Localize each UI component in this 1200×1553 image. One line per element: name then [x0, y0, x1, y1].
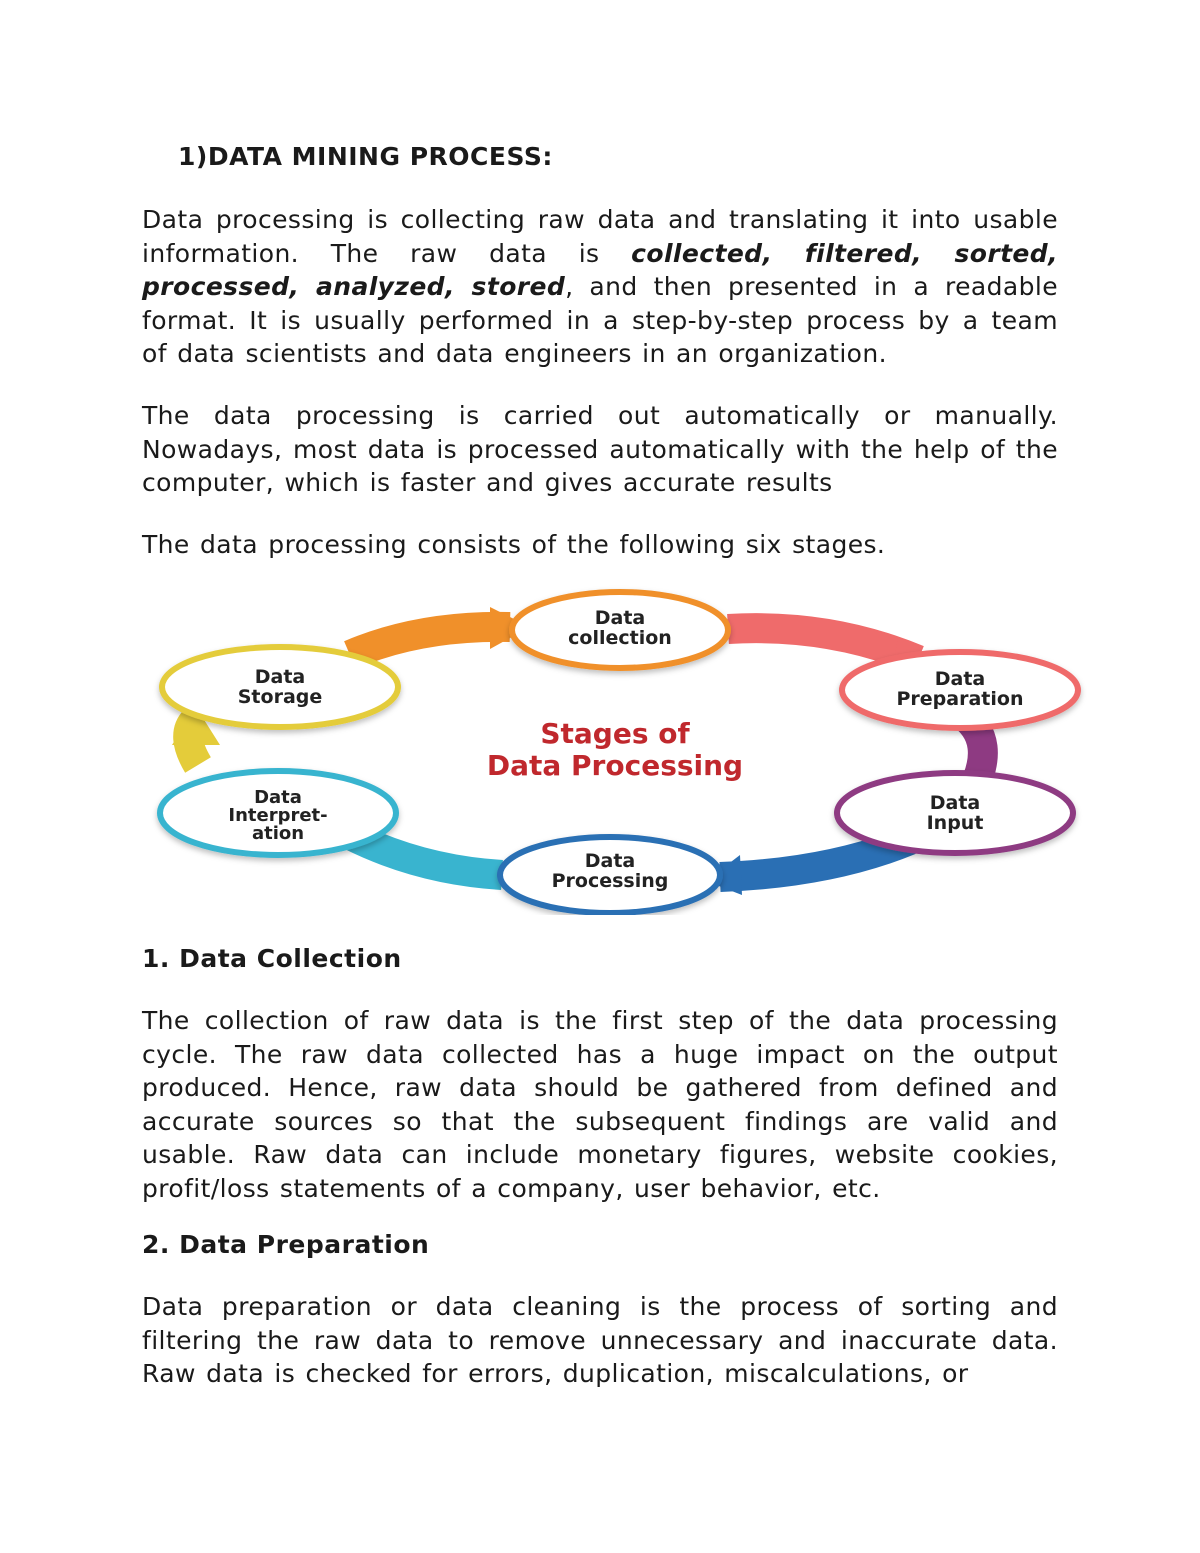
stages-intro-paragraph: The data processing consists of the following six stages.	[142, 530, 886, 559]
arc-collection-to-preparation	[728, 628, 918, 660]
section-body-data-preparation: Data preparation or data cleaning is the process of sorting and filtering the raw data to remove unnecessary and inaccurate data. Raw data is checked for errors, duplication, miscalculations, or	[142, 1292, 1058, 1389]
stage-node-processing	[500, 837, 720, 913]
stage-label-collection-line1: Data	[594, 607, 646, 629]
diagram-center-title-line2: Data Processing	[486, 749, 744, 782]
intro-text-after: , and then presented in a readable format. It is usually performed in a step-by-step process by a team of data scientists and data engineers in an organization.	[142, 272, 1059, 369]
stage-node-input	[837, 773, 1073, 853]
stage-node-interpretation	[160, 771, 396, 855]
stage-label-storage-line1: Data	[254, 666, 306, 688]
intro-paragraph	[142, 203, 1058, 371]
section-heading-data-preparation: 2. Data Preparation	[142, 1230, 430, 1259]
document-heading: 1)DATA MINING PROCESS:	[178, 142, 553, 171]
stage-label-processing-line2: Processing	[551, 870, 669, 892]
diagram-center-title-line1: Stages of	[540, 717, 690, 750]
stage-label-interpretation-line1: Data	[254, 787, 302, 808]
intro-text-before: Data processing is collecting raw data and translating it into usable information. The raw data is	[142, 205, 1058, 268]
stage-node-storage	[162, 647, 398, 727]
stage-label-preparation-line1: Data	[934, 668, 986, 690]
section-heading-data-collection: 1. Data Collection	[142, 944, 402, 973]
intro-emphasis: collected, filtered, sorted, processed, analyzed, stored	[142, 238, 1058, 302]
stage-label-storage-line2: Storage	[237, 686, 323, 708]
stage-node-collection	[512, 592, 728, 668]
stage-label-collection-line2: collection	[568, 627, 672, 649]
section-body-data-collection: The collection of raw data is the first step of the data processing cycle. The raw data collected has a huge impact on the output produced. Hence, raw data should be gathered from defined and accurate sources so that the subsequent findings are valid and usable. Raw data can include monetary figures, website cookies, profit/loss statements of a company, user behavior, etc.	[142, 1006, 1058, 1203]
stage-label-interpretation-line3: ation	[251, 823, 305, 844]
stage-label-preparation-line2: Preparation	[896, 688, 1024, 710]
arc-storage-to-collection	[350, 627, 510, 655]
stages-diagram	[150, 585, 1110, 915]
stage-label-processing-line1: Data	[584, 850, 636, 872]
stage-label-input-line1: Data	[929, 792, 981, 814]
stage-label-input-line2: Input	[926, 812, 984, 834]
stage-label-interpretation-line2: Interpret-	[228, 805, 328, 826]
processing-paragraph: The data processing is carried out automatically or manually. Nowadays, most data is processed automatically with the help of the computer, which is faster and gives accurate results	[142, 401, 1058, 498]
stage-node-preparation	[842, 652, 1078, 728]
